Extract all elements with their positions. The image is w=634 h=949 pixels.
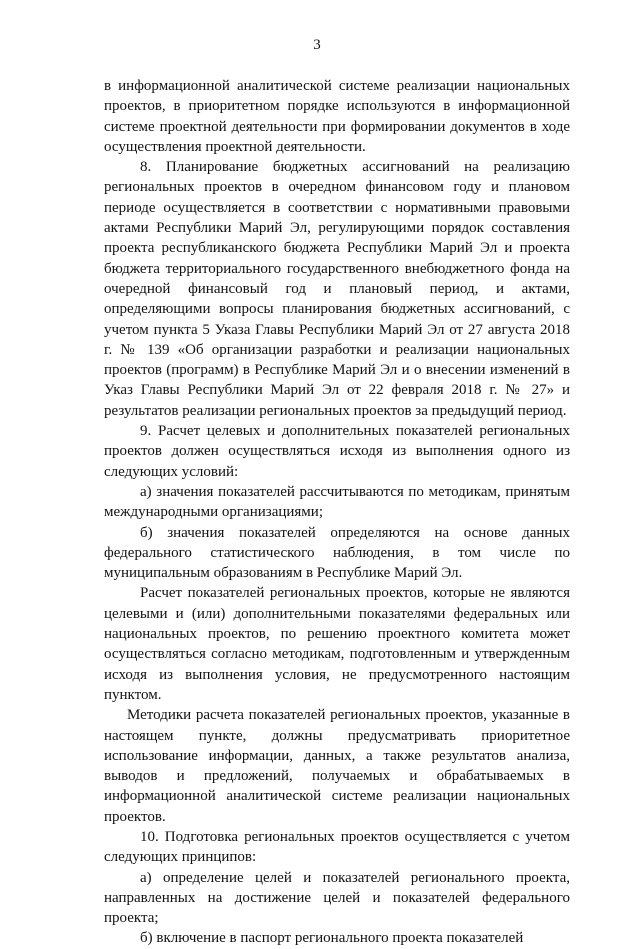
paragraph-continuation: в информационной аналитической системе реализации национальных проектов, в приоритетном порядке используются в информационной системе проектной деятельности при формировании документов в ходе осуществления проектной деятельности. <box>104 78 570 155</box>
paragraph-item-10: 10. Подготовка региональных проектов осуществляется с учетом следующих принципов: <box>104 828 570 866</box>
paragraph-methods: Методики расчета показателей региональных проектов, указанные в настоящем пункте, должны предусматривать приоритетное использование информации, данных, а также результатов анализа, выводов и предложений, получаемых и обрабатываемых в информационной аналитической системе реализации национальных проектов. <box>104 707 570 825</box>
paragraph-calculation: Расчет показателей региональных проектов, которые не являются целевыми и (или) дополнительными показателями федеральных или национальных проектов, по решению проектного комитета может осуществляться согласно методикам, подготовленным и утвержденным исходя из выполнения условия, не предусмотренного настоящим пунктом. <box>104 585 570 703</box>
page-number: 3 <box>313 37 321 53</box>
paragraph-item-8: 8. Планирование бюджетных ассигнований на реализацию региональных проектов в очередном финансовом году и плановом периоде осуществляется в соответствии с нормативными правовыми актами Республики Марий Эл, регулирующими порядок составления проекта республиканского бюджета Республики Марий Эл и проекта бюджета территориального государственного внебюджетного фонда на очередной финансовый год и плановый период, и актами, определяющими вопросы планирования бюджетных ассигнований, с учетом пункта 5 Указа Главы Республики Марий Эл от 27 августа 2018 г. № 139 «Об организации разработки и реализации национальных проектов (программ) в Республике Марий Эл и о внесении изменений в Указ Главы Республики Марий Эл от 22 февраля 2018 г. № 27» и результатов реализации региональных проектов за предыдущий период. <box>104 159 570 419</box>
paragraph-item-10a: а) определение целей и показателей регионального проекта, направленных на достижение целей и показателей федерального проекта; <box>104 869 570 927</box>
paragraph-item-9b: б) значения показателей определяются на основе данных федерального статистического наблюдения, в том числе по муниципальным образованиям в Республике Марий Эл. <box>104 524 570 582</box>
paragraph-item-10b: б) включение в паспорт регионального проекта показателей <box>140 930 524 947</box>
paragraph-item-9a: а) значения показателей рассчитываются по методикам, принятым международными организациями; <box>104 483 570 521</box>
document-body <box>104 76 570 949</box>
paragraph-item-9: 9. Расчет целевых и дополнительных показателей региональных проектов должен осуществляться исходя из выполнения одного из следующих условий: <box>104 423 570 480</box>
